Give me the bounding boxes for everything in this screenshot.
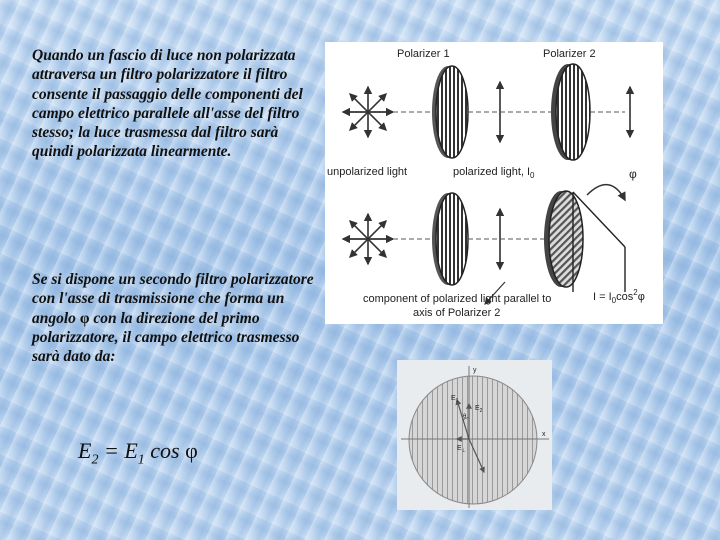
polarizer1-bottom: [432, 193, 468, 285]
polarizers-diagram: [325, 42, 663, 324]
polarizer2-label: Polarizer 2: [543, 48, 596, 60]
formula-rhs-sub: 1: [137, 452, 145, 468]
polarizer2-rotated: [544, 191, 583, 287]
y-axis-label: y: [473, 367, 477, 374]
intro-paragraph: Quando un fascio di luce non polarizzata attraversa un filtro polarizzatore il filtro consente il passaggio delle componenti del campo elettrico parallele all'asse del filtro stesso; la luce trasmessa dal filtro sarà quindi polarizzata linearmente.: [32, 47, 303, 161]
phi-angle-label: φ: [629, 167, 637, 181]
component-label-1: component of polarized light parallel to: [363, 293, 552, 305]
unpolarized-label: unpolarized light: [327, 166, 408, 178]
theta-label: θ: [463, 414, 467, 420]
component-label-2: axis of Polarizer 2: [413, 307, 501, 319]
intensity-formula: $I = I_0\cos^2\varphi$: [593, 288, 645, 305]
unpolarized-star-bottom: [343, 214, 393, 264]
e-perp-label: $E_\perp$: [457, 445, 467, 454]
formula-rhs: E: [124, 438, 138, 463]
formula-lhs-sub: 2: [91, 452, 99, 468]
formula-phi: φ: [185, 438, 198, 463]
angle-arc: [587, 185, 625, 200]
formula-cos: cos: [144, 438, 186, 463]
formula-equals: =: [98, 438, 125, 463]
second-filter-text-b: con la direzione del primo polarizzatore, il campo elettrico trasmesso sarà dato da:: [32, 309, 300, 366]
polarized-label: polarized light, $I_0$: [453, 166, 535, 180]
second-filter-paragraph: [32, 270, 322, 366]
malus-formula: [78, 438, 198, 468]
polarizer-disc: [409, 376, 537, 504]
polarizer1-top: [432, 66, 468, 158]
polarizer2-top: [551, 64, 590, 160]
polarizer1-label: Polarizer 1: [397, 48, 450, 60]
unpolarized-star-top: [343, 87, 393, 137]
x-axis-label: x: [542, 431, 546, 438]
e1-label: $E_1$: [451, 395, 459, 404]
e2-label: $E_2$: [475, 405, 483, 414]
phi-symbol: φ: [79, 309, 90, 327]
second-filter-text-a: Se si dispone un secondo filtro polarizzatore con l'asse di trasmissione che forma un angolo: [32, 271, 314, 327]
formula-lhs: E: [78, 438, 92, 463]
field-decomposition-diagram: [397, 360, 552, 510]
field-decomposition-svg: [397, 360, 552, 510]
polarizers-diagram-svg: [325, 42, 663, 324]
